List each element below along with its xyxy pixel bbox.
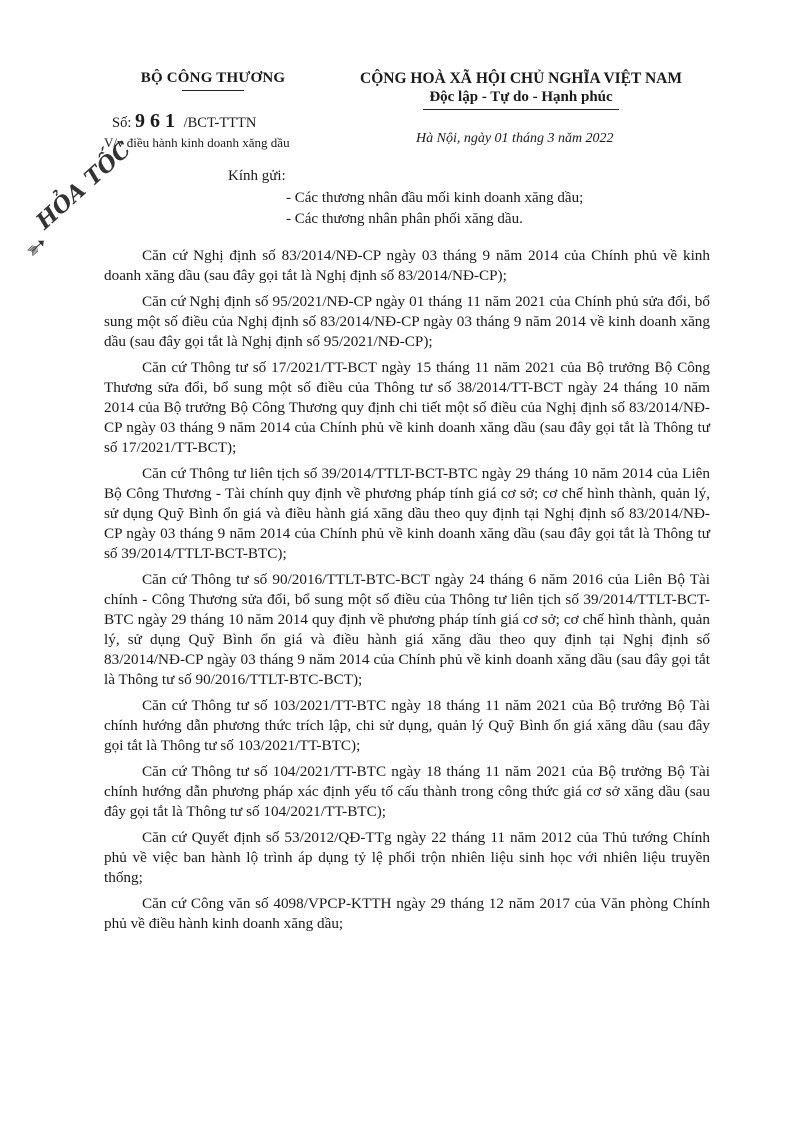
doc-number-value: 961 bbox=[134, 110, 180, 132]
legal-basis-paragraph: Căn cứ Công văn số 4098/VPCP-KTTH ngày 29 tháng 12 năm 2017 của Văn phòng Chính phủ về điều hành kinh doanh xăng dầu; bbox=[104, 895, 710, 932]
country-title: CỘNG HOÀ XÃ HỘI CHỦ NGHĨA VIỆT NAM bbox=[360, 70, 682, 87]
legal-basis-paragraph: Căn cứ Quyết định số 53/2012/QĐ-TTg ngày 22 tháng 11 năm 2012 của Thủ tướng Chính phủ về việc ban hành lộ trình áp dụng tỷ lệ phối trộn nhiên liệu sinh học với nhiên liệu truyền thống; bbox=[104, 829, 710, 886]
arrow-icon: ➳ bbox=[18, 228, 55, 265]
legal-basis-paragraph: Căn cứ Thông tư liên tịch số 39/2014/TTLT-BCT-BTC ngày 29 tháng 10 năm 2014 của Liên Bộ Công Thương - Tài chính quy định về phương pháp tính giá cơ sở; cơ chế hình thành, quản lý, sử dụng Quỹ Bình ổn giá và điều hành giá xăng dầu theo quy định tại Nghị định số 83/2014/NĐ-CP ngày 03 tháng 9 năm 2014 của Chính phủ về kinh doanh xăng dầu (sau đây gọi tắt là Thông tư số 39/2014/TTLT-BCT-BTC); bbox=[104, 465, 710, 562]
doc-number-suffix: /BCT-TTTN bbox=[183, 115, 257, 131]
legal-basis-paragraph: Căn cứ Thông tư số 17/2021/TT-BCT ngày 15 tháng 11 năm 2021 của Bộ trưởng Bộ Công Thương sửa đổi, bổ sung một số điều của Thông tư số 38/2014/TT-BCT ngày 24 tháng 10 năm 2014 của Bộ trưởng Bộ Công Thương quy định chi tiết một số điều của Nghị định số 83/2014/NĐ-CP ngày 03 tháng 9 năm 2014 của Chính phủ về kinh doanh xăng dầu (sau đây gọi tắt là Thông tư số 17/2021/TT-BCT); bbox=[104, 359, 710, 456]
recipient-item: - Các thương nhân đầu mối kinh doanh xăng dầu; bbox=[286, 190, 584, 206]
ministry-name: BỘ CÔNG THƯƠNG bbox=[140, 70, 286, 86]
issuer-block bbox=[98, 70, 328, 91]
document-number bbox=[112, 110, 256, 133]
legal-basis-paragraph: Căn cứ Nghị định số 83/2014/NĐ-CP ngày 03 tháng 9 năm 2014 của Chính phủ về kinh doanh xăng dầu (sau đây gọi tắt là Nghị định số 83/2014/NĐ-CP); bbox=[104, 247, 710, 284]
ministry-underline bbox=[182, 90, 244, 91]
legal-basis-paragraph: Căn cứ Thông tư số 104/2021/TT-BTC ngày 18 tháng 11 năm 2021 của Bộ trưởng Bộ Tài chính hướng dẫn phương pháp xác định yếu tố cấu thành trong công thức giá cơ sở xăng dầu (sau đây gọi tắt là Thông tư số 104/2021/TT-BTC); bbox=[104, 763, 710, 820]
issue-date: Hà Nội, ngày 01 tháng 3 năm 2022 bbox=[416, 131, 614, 146]
legal-basis-paragraph: Căn cứ Thông tư số 103/2021/TT-BTC ngày 18 tháng 11 năm 2021 của Bộ trưởng Bộ Tài chính hướng dẫn phương thức trích lập, chi sử dụng, quản lý Quỹ Bình ổn giá xăng dầu (sau đây gọi tắt là Thông tư số 103/2021/TT-BTC); bbox=[104, 697, 710, 754]
legal-basis-paragraph: Căn cứ Nghị định số 95/2021/NĐ-CP ngày 01 tháng 11 năm 2021 của Chính phủ sửa đổi, bổ sung một số điều của Nghị định số 83/2014/NĐ-CP ngày 03 tháng 9 năm 2014 về kinh doanh xăng dầu (sau đây gọi tắt là Nghị định số 95/2021/NĐ-CP); bbox=[104, 293, 710, 350]
document-subject: V/v điều hành kinh doanh xăng dầu bbox=[104, 135, 290, 150]
urgent-stamp: HỎA TỐC bbox=[31, 136, 137, 235]
motto: Độc lập - Tự do - Hạnh phúc bbox=[429, 89, 613, 105]
national-heading bbox=[356, 70, 686, 110]
legal-basis-paragraph: Căn cứ Thông tư số 90/2016/TTLT-BTC-BCT ngày 24 tháng 6 năm 2016 của Liên Bộ Tài chính - Công Thương sửa đổi, bổ sung một số điều của Thông tư liên tịch số 39/2014/TTLT-BCT-BTC ngày 29 tháng 10 năm 2014 quy định về phương pháp tính giá cơ sở; cơ chế hình thành, quản lý, sử dụng Quỹ Bình ổn giá và điều hành giá xăng dầu theo quy định tại Nghị định số 83/2014/NĐ-CP ngày 03 tháng 9 năm 2014 của Chính phủ về kinh doanh xăng dầu (sau đây gọi tắt là Thông tư số 90/2016/TTLT-BTC-BCT); bbox=[104, 571, 710, 688]
recipient-list bbox=[286, 188, 583, 230]
salutation: Kính gửi: bbox=[228, 168, 286, 184]
motto-underline bbox=[423, 109, 619, 110]
doc-number-prefix: Số: bbox=[112, 115, 132, 131]
recipient-item: - Các thương nhân phân phối xăng dầu. bbox=[286, 211, 523, 227]
document-body bbox=[104, 246, 710, 940]
